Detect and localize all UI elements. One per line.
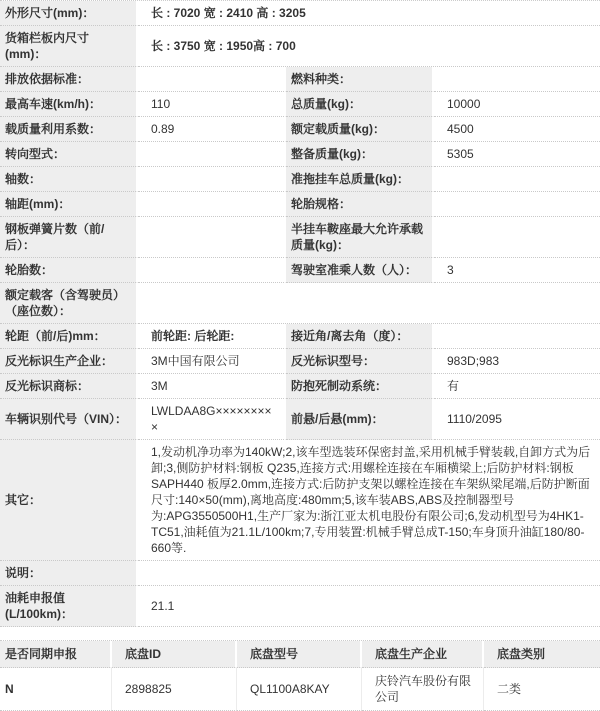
spec-row bbox=[0, 283, 600, 324]
spec-row bbox=[0, 92, 600, 117]
spec-row bbox=[0, 117, 600, 142]
spec-row bbox=[0, 142, 600, 167]
spec-value bbox=[138, 192, 286, 217]
spec-label: 接近角/离去角（度）： bbox=[286, 324, 434, 349]
spec-row bbox=[0, 26, 600, 67]
spec-row-other bbox=[0, 440, 600, 561]
chassis-header: 是否同期申报 bbox=[0, 641, 112, 668]
spec-label: 轮胎数： bbox=[0, 258, 138, 283]
spec-row bbox=[0, 167, 600, 192]
spec-row bbox=[0, 399, 600, 440]
spec-value bbox=[138, 217, 286, 258]
spec-row bbox=[0, 561, 600, 586]
spec-value bbox=[434, 67, 600, 92]
spec-row bbox=[0, 374, 600, 399]
spec-label: 钢板弹簧片数（前/后）： bbox=[0, 217, 138, 258]
spec-label: 说明： bbox=[0, 561, 138, 586]
spec-label: 前悬/后悬(mm)： bbox=[286, 399, 434, 440]
spec-value: LWLDAA8G××××××××× bbox=[138, 399, 286, 440]
spec-label: 货箱栏板内尺寸(mm)： bbox=[0, 26, 138, 67]
chassis-cell: 2898825 bbox=[112, 668, 237, 711]
spec-label: 轴距(mm)： bbox=[0, 192, 138, 217]
spec-label: 油耗申报值(L/100km)： bbox=[0, 586, 138, 627]
chassis-cell: 庆铃汽车股份有限公司 bbox=[362, 668, 484, 711]
spec-value: 长 : 3750 宽 : 1950高 : 700 bbox=[138, 26, 600, 67]
spec-label: 整备质量(kg)： bbox=[286, 142, 434, 167]
spec-value: 3M bbox=[138, 374, 286, 399]
spec-row bbox=[0, 349, 600, 374]
spec-label: 反光标识型号： bbox=[286, 349, 434, 374]
spec-label: 半挂车鞍座最大允许承载质量(kg)： bbox=[286, 217, 434, 258]
spec-label: 驾驶室准乘人数（人）： bbox=[286, 258, 434, 283]
chassis-cell: 二类 bbox=[484, 668, 600, 711]
spec-label: 转向型式： bbox=[0, 142, 138, 167]
spec-value: 1110/2095 bbox=[434, 399, 600, 440]
spec-label: 额定载质量(kg)： bbox=[286, 117, 434, 142]
spec-value bbox=[138, 561, 600, 586]
spec-label: 轮距（前/后)mm： bbox=[0, 324, 138, 349]
spec-value: 4500 bbox=[434, 117, 600, 142]
spec-value: 长 : 7020 宽 : 2410 高 : 3205 bbox=[138, 1, 600, 26]
spec-label: 总质量(kg)： bbox=[286, 92, 434, 117]
chassis-header: 底盘生产企业 bbox=[362, 641, 484, 668]
chassis-header: 底盘类别 bbox=[484, 641, 600, 668]
chassis-data-row bbox=[0, 668, 600, 711]
spec-label: 载质量利用系数： bbox=[0, 117, 138, 142]
spec-value bbox=[138, 258, 286, 283]
spec-label: 其它： bbox=[0, 440, 138, 561]
spec-label: 防抱死制动系统： bbox=[286, 374, 434, 399]
spec-label: 额定载客（含驾驶员）（座位数）： bbox=[0, 283, 138, 324]
spec-value bbox=[138, 167, 286, 192]
chassis-header: 底盘型号 bbox=[237, 641, 362, 668]
spec-value: 前轮距: 后轮距: bbox=[138, 324, 286, 349]
chassis-header-row bbox=[0, 641, 600, 668]
spec-value bbox=[138, 283, 600, 324]
spec-value: 3 bbox=[434, 258, 600, 283]
spec-value: 110 bbox=[138, 92, 286, 117]
spec-value bbox=[434, 167, 600, 192]
spec-value: 10000 bbox=[434, 92, 600, 117]
spec-row bbox=[0, 586, 600, 627]
chassis-table bbox=[0, 640, 600, 711]
spec-label: 外形尺寸(mm)： bbox=[0, 1, 138, 26]
spec-value: 0.89 bbox=[138, 117, 286, 142]
spec-label: 轴数： bbox=[0, 167, 138, 192]
spec-row bbox=[0, 324, 600, 349]
spec-row bbox=[0, 67, 600, 92]
chassis-cell: N bbox=[0, 668, 112, 711]
spec-value: 有 bbox=[434, 374, 600, 399]
spec-label: 反光标识生产企业： bbox=[0, 349, 138, 374]
spec-label: 最高车速(km/h)： bbox=[0, 92, 138, 117]
spec-value: 1,发动机净功率为140kW;2,该车型选装环保密封盖,采用机械手臂装载,自卸方式为后卸;3,侧防护材料:钢板 Q235,连接方式:用螺栓连接在车厢横梁上;后防护材料:钢板 SAPH440 板厚2.0mm,连接方式:后防护支架以螺栓连接在车架纵梁尾端,后防护断面尺寸:140×50(mm),离地高度:480mm;5,该车装ABS,ABS及控制器型号为:APG3550500H1,生产厂家为:浙江亚太机电股份有限公司;6,发动机型号为4HK1-TC51,油耗值为21.1L/100km;7,专用装置:机械手臂总成T-150;车身顶升油缸180/80-660等. bbox=[138, 440, 600, 561]
spec-value bbox=[434, 324, 600, 349]
spec-value bbox=[138, 67, 286, 92]
spec-row bbox=[0, 258, 600, 283]
chassis-header: 底盘ID bbox=[112, 641, 237, 668]
spec-label: 反光标识商标： bbox=[0, 374, 138, 399]
spec-value bbox=[434, 192, 600, 217]
spec-value: 983D;983 bbox=[434, 349, 600, 374]
spec-label: 燃料种类： bbox=[286, 67, 434, 92]
spec-label: 排放依据标准： bbox=[0, 67, 138, 92]
spec-row bbox=[0, 192, 600, 217]
spec-value bbox=[138, 142, 286, 167]
spec-value: 21.1 bbox=[138, 586, 600, 627]
chassis-cell: QL1100A8KAY bbox=[237, 668, 362, 711]
spec-value: 5305 bbox=[434, 142, 600, 167]
spec-row bbox=[0, 1, 600, 26]
spec-label: 车辆识别代号（VIN）： bbox=[0, 399, 138, 440]
spec-label: 准拖挂车总质量(kg)： bbox=[286, 167, 434, 192]
spec-value bbox=[434, 217, 600, 258]
spec-label: 轮胎规格： bbox=[286, 192, 434, 217]
spec-value: 3M中国有限公司 bbox=[138, 349, 286, 374]
spec-row bbox=[0, 217, 600, 258]
